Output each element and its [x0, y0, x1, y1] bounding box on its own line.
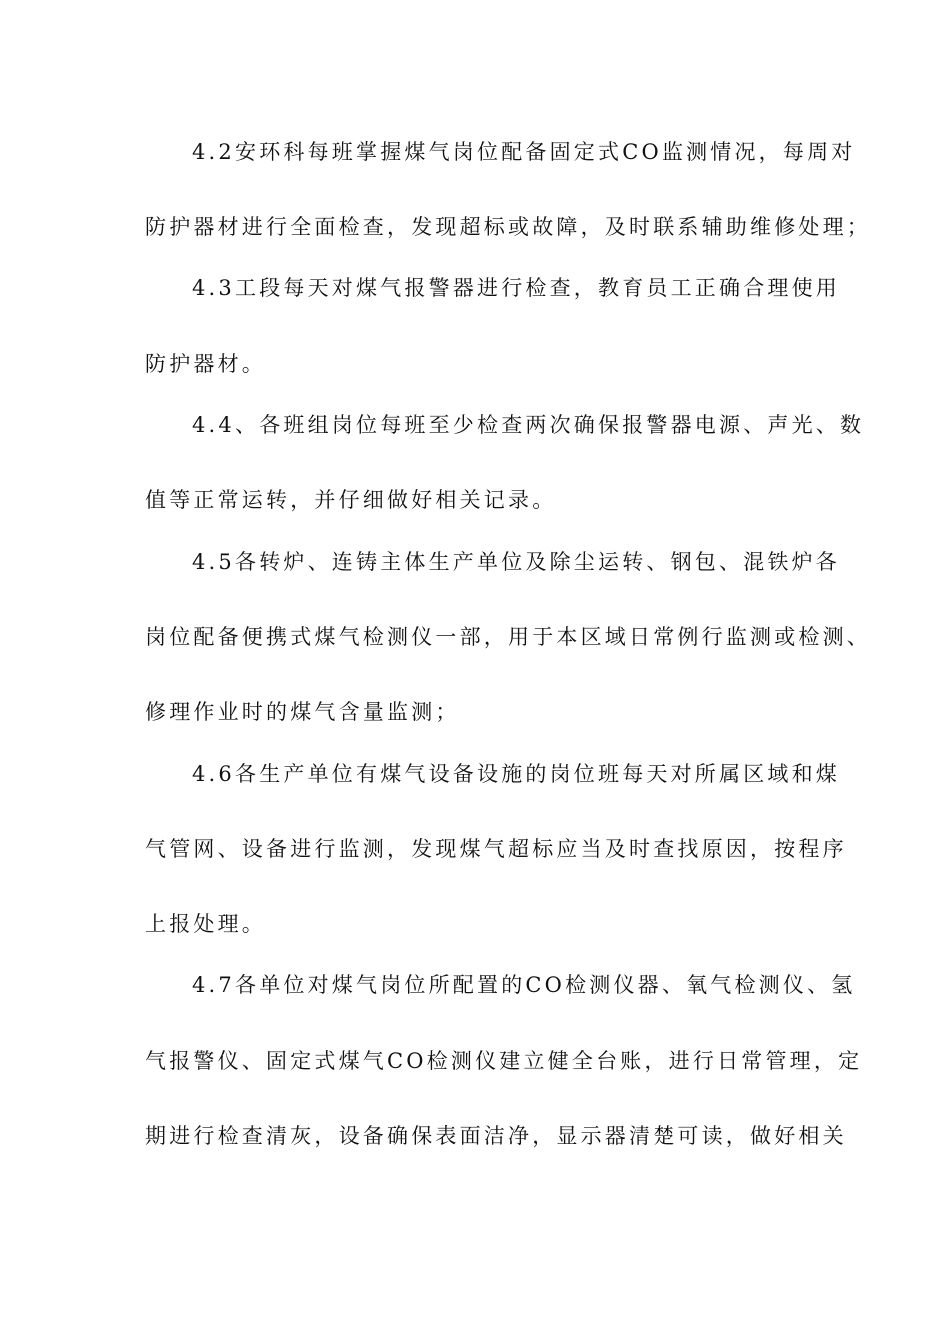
paragraph-4-6-line-3: 上报处理。: [145, 912, 266, 936]
paragraph-4-7-line-2: 气报警仪、固定式煤气CO检测仪建立健全台账，进行日常管理，定: [145, 1049, 863, 1073]
paragraph-4-4-line-1: 4.4、各班组岗位每班至少检查两次确保报警器电源、声光、数: [192, 413, 865, 437]
paragraph-4-7-line-1: 4.7各单位对煤气岗位所配置的CO检测仪器、氧气检测仪、氢: [192, 973, 856, 997]
paragraph-4-3-line-1: 4.3工段每天对煤气报警器进行检查，教育员工正确合理使用: [192, 276, 840, 300]
paragraph-4-5-line-3: 修理作业时的煤气含量监测；: [145, 700, 460, 724]
paragraph-4-6-line-2: 气管网、设备进行监测，发现煤气超标应当及时查找原因，按程序: [145, 837, 847, 861]
paragraph-4-4-line-2: 值等正常运转，并仔细做好相关记录。: [145, 488, 557, 512]
paragraph-4-6-line-1: 4.6各生产单位有煤气设备设施的岗位班每天对所属区域和煤: [192, 762, 840, 786]
paragraph-4-5-line-1: 4.5各转炉、连铸主体生产单位及除尘运转、钢包、混铁炉各: [192, 550, 840, 574]
paragraph-4-3-line-2: 防护器材。: [145, 352, 266, 376]
paragraph-4-5-line-2: 岗位配备便携式煤气检测仪一部，用于本区域日常例行监测或检测、: [145, 625, 871, 649]
paragraph-4-7-line-3: 期进行检查清灰，设备确保表面洁净，显示器清楚可读，做好相关: [145, 1124, 847, 1148]
paragraph-4-2-line-2: 防护器材进行全面检查，发现超标或故障，及时联系辅助维修处理；: [145, 215, 871, 239]
paragraph-4-2-line-1: 4.2安环科每班掌握煤气岗位配备固定式CO监测情况，每周对: [192, 140, 856, 164]
